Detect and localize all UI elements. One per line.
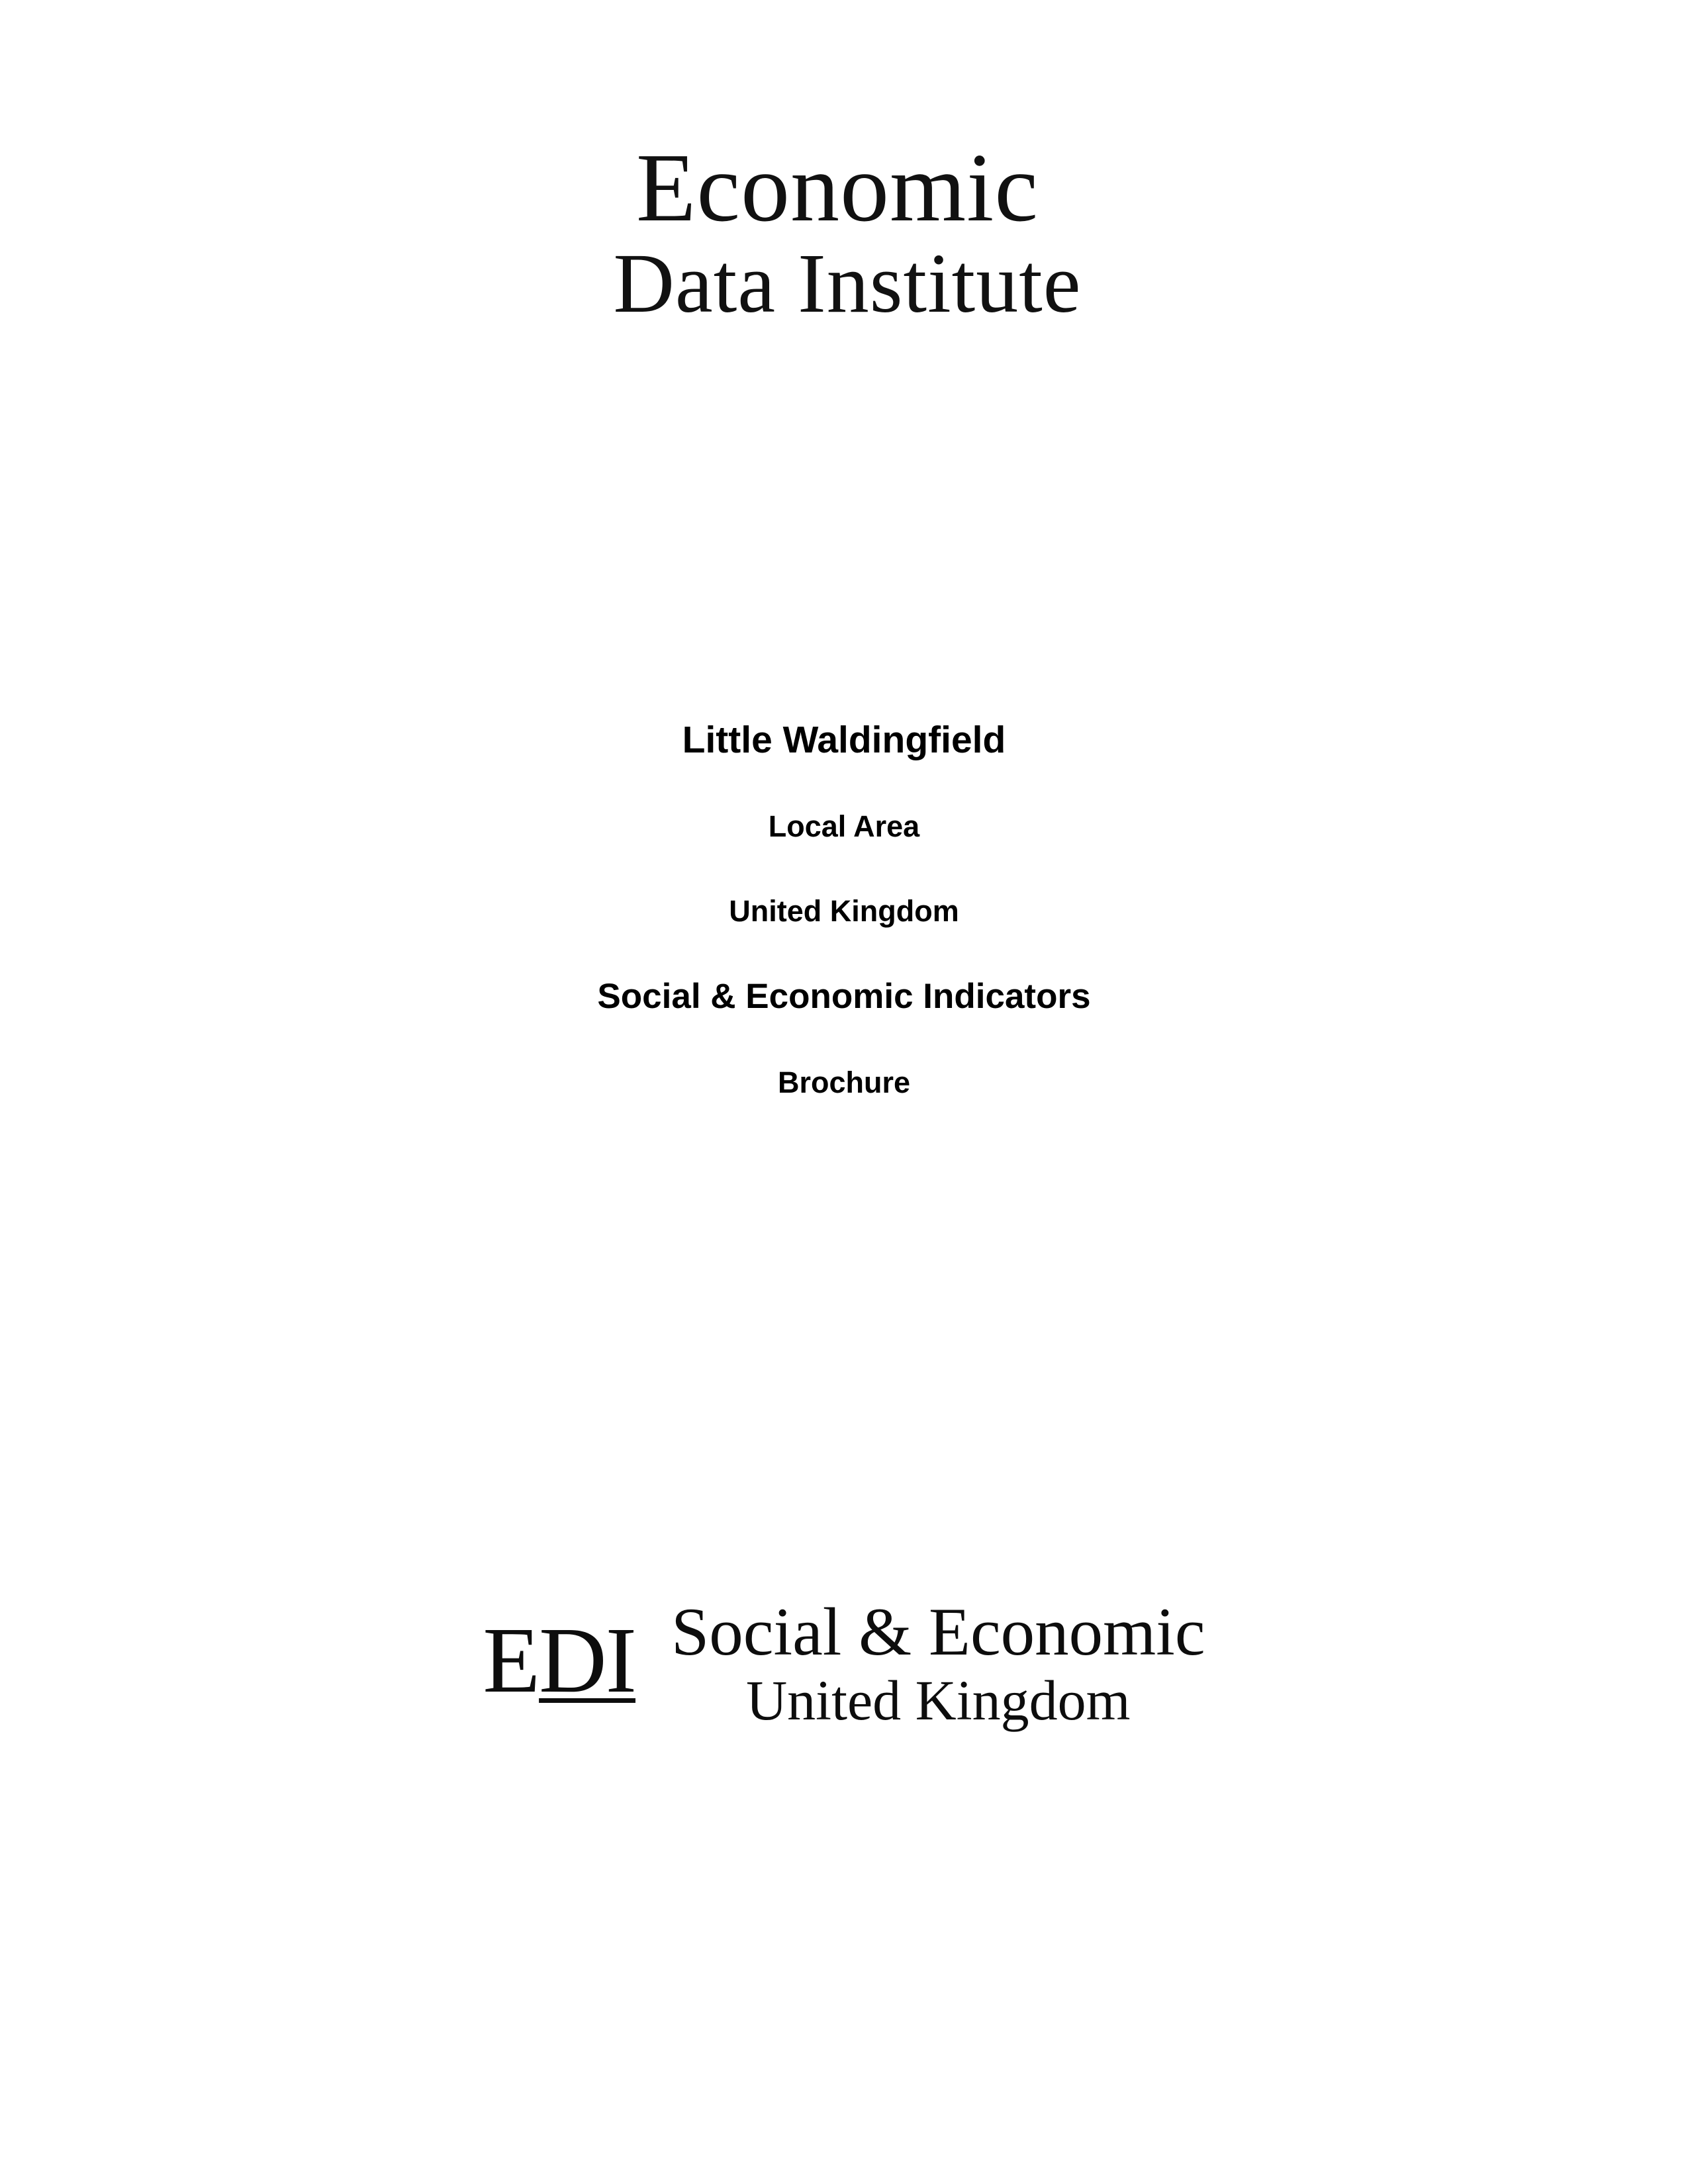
area-type-subtitle: Local Area bbox=[768, 809, 920, 843]
page-title: Little Waldingfield bbox=[682, 719, 1006, 761]
edi-wordmark bbox=[483, 1608, 635, 1712]
country-subtitle: United Kingdom bbox=[729, 894, 959, 928]
edi-footer-logo bbox=[0, 1594, 1688, 1732]
title-block bbox=[0, 718, 1688, 1100]
publisher-logo-line-2: Data Institute bbox=[613, 236, 1082, 330]
publisher-logo-line-1: Economic bbox=[635, 134, 1039, 242]
edi-footer-words bbox=[671, 1594, 1205, 1732]
edi-footer-words-line-1: Social & Economic bbox=[671, 1594, 1205, 1670]
edi-footer-words-line-2: United Kingdom bbox=[746, 1668, 1131, 1732]
subject-subtitle: Social & Economic Indicators bbox=[597, 977, 1091, 1016]
document-type-subtitle: Brochure bbox=[777, 1066, 911, 1099]
edi-wordmark-underlined: DI bbox=[539, 1608, 635, 1712]
edi-wordmark-prefix: E bbox=[483, 1608, 539, 1712]
publisher-logo bbox=[0, 134, 1688, 330]
